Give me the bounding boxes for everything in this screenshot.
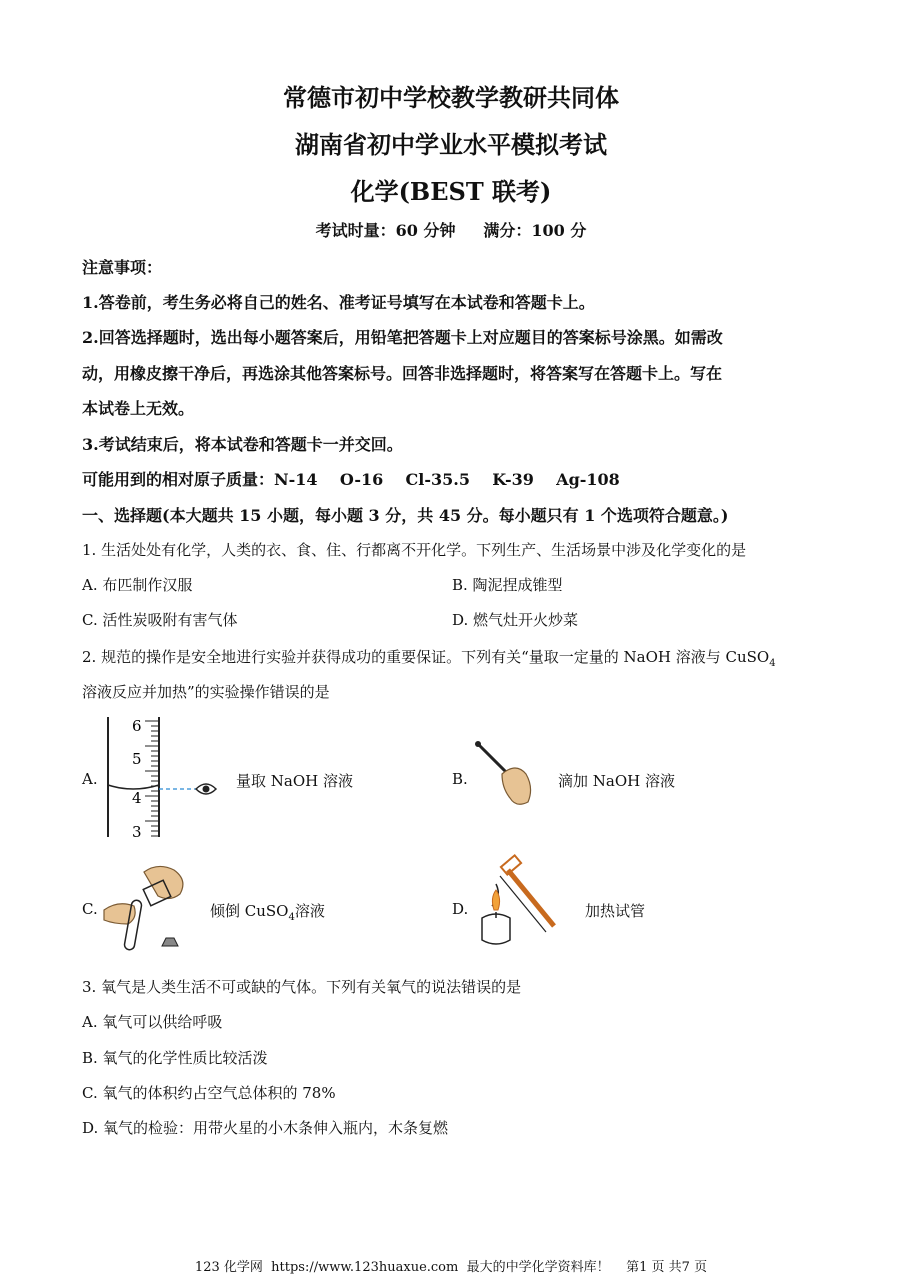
section-1-heading: 一、选择题(本大题共 15 小题，每小题 3 分，共 45 分。每小题只有 1 个选项符合题意。): [82, 506, 729, 525]
q2-option-b-label: 滴加 NaOH 溶液: [558, 772, 675, 790]
q2-option-c-text: 倾倒 CuSO: [210, 902, 289, 920]
exam-title-line1: 常德市初中学校教学教研共同体: [283, 83, 619, 112]
notes-item-2-line1: 2.回答选择题时，选出每小题答案后，用铅笔把答题卡上对应题目的答案标号涂黑。如需改: [82, 328, 723, 347]
q1-option-b: B. 陶泥捏成锥型: [452, 576, 563, 594]
q2-stem-subscript: 4: [769, 658, 776, 669]
q2-option-c-label: [210, 900, 325, 923]
notes-item-3: 3.考试结束后，将本试卷和答题卡一并交回。: [82, 435, 403, 454]
notes-heading: 注意事项：: [82, 258, 163, 277]
exam-title-line2: 湖南省初中学业水平模拟考试: [295, 130, 607, 159]
notes-item-2-line2: 动，用橡皮擦干净后，再选涂其他答案标号。回答非选择题时，将答案写在答题卡上。写在: [82, 364, 723, 383]
cyl-tick-4: 4: [132, 789, 142, 807]
q2-option-c-letter: C.: [82, 900, 98, 918]
q1-option-c: C. 活性炭吸附有害气体: [82, 611, 238, 629]
q2-stem-line2: 溶液反应并加热”的实验操作错误的是: [82, 683, 330, 701]
measuring-cylinder-figure: [100, 715, 230, 840]
q3-option-b: B. 氧气的化学性质比较活泼: [82, 1049, 268, 1067]
q2-option-a-letter: A.: [82, 770, 98, 788]
dropper-hand-figure: [472, 740, 542, 808]
q3-option-c: C. 氧气的体积约占空气总体积的 78%: [82, 1084, 336, 1102]
q3-stem: 3. 氧气是人类生活不可或缺的气体。下列有关氧气的说法错误的是: [82, 978, 522, 996]
q2-option-b-letter: B.: [452, 770, 468, 788]
q2-option-d-label: 加热试管: [585, 902, 646, 920]
exam-title-line3: 化学(BEST 联考): [350, 177, 552, 206]
cyl-tick-5: 5: [132, 750, 142, 768]
notes-item-1: 1.答卷前，考生务必将自己的姓名、准考证号填写在本试卷和答题卡上。: [82, 293, 595, 312]
q2-option-c-text-2: 溶液: [294, 902, 325, 920]
notes-item-2-line3: 本试卷上无效。: [82, 399, 195, 418]
page-footer: 123 化学网 https://www.123huaxue.com 最大的中学化学资料库！ 第1 页 共7 页: [194, 1260, 708, 1275]
eye-icon: [196, 784, 216, 794]
q1-option-a: A. 布匹制作汉服: [82, 576, 193, 594]
cyl-tick-6: 6: [132, 717, 142, 735]
q2-stem-line1: [82, 646, 776, 669]
cyl-tick-3: 3: [132, 823, 142, 841]
q1-option-d: D. 燃气灶开火炒菜: [452, 611, 579, 629]
pouring-figure: [100, 862, 200, 954]
q2-option-a-label: 量取 NaOH 溶液: [236, 772, 353, 790]
atomic-masses: 可能用到的相对原子质量：N-14 O-16 Cl-35.5 K-39 Ag-108: [82, 470, 620, 489]
q3-option-d: D. 氧气的检验：用带火星的小木条伸入瓶内，木条复燃: [82, 1119, 449, 1137]
exam-info: 考试时量：60 分钟 满分：100 分: [315, 221, 587, 240]
q2-option-d-letter: D.: [452, 900, 469, 918]
q2-option-c-subscript: 4: [288, 912, 295, 923]
q1-stem: 1. 生活处处有化学，人类的衣、食、住、行都离不开化学。下列生产、生活场景中涉及化学变化的是: [82, 541, 747, 559]
heating-tube-figure: [472, 856, 582, 956]
q3-option-a: A. 氧气可以供给呼吸: [82, 1013, 223, 1031]
q2-stem-text: 2. 规范的操作是安全地进行实验并获得成功的重要保证。下列有关“量取一定量的 NaOH 溶液与 CuSO: [82, 648, 770, 666]
